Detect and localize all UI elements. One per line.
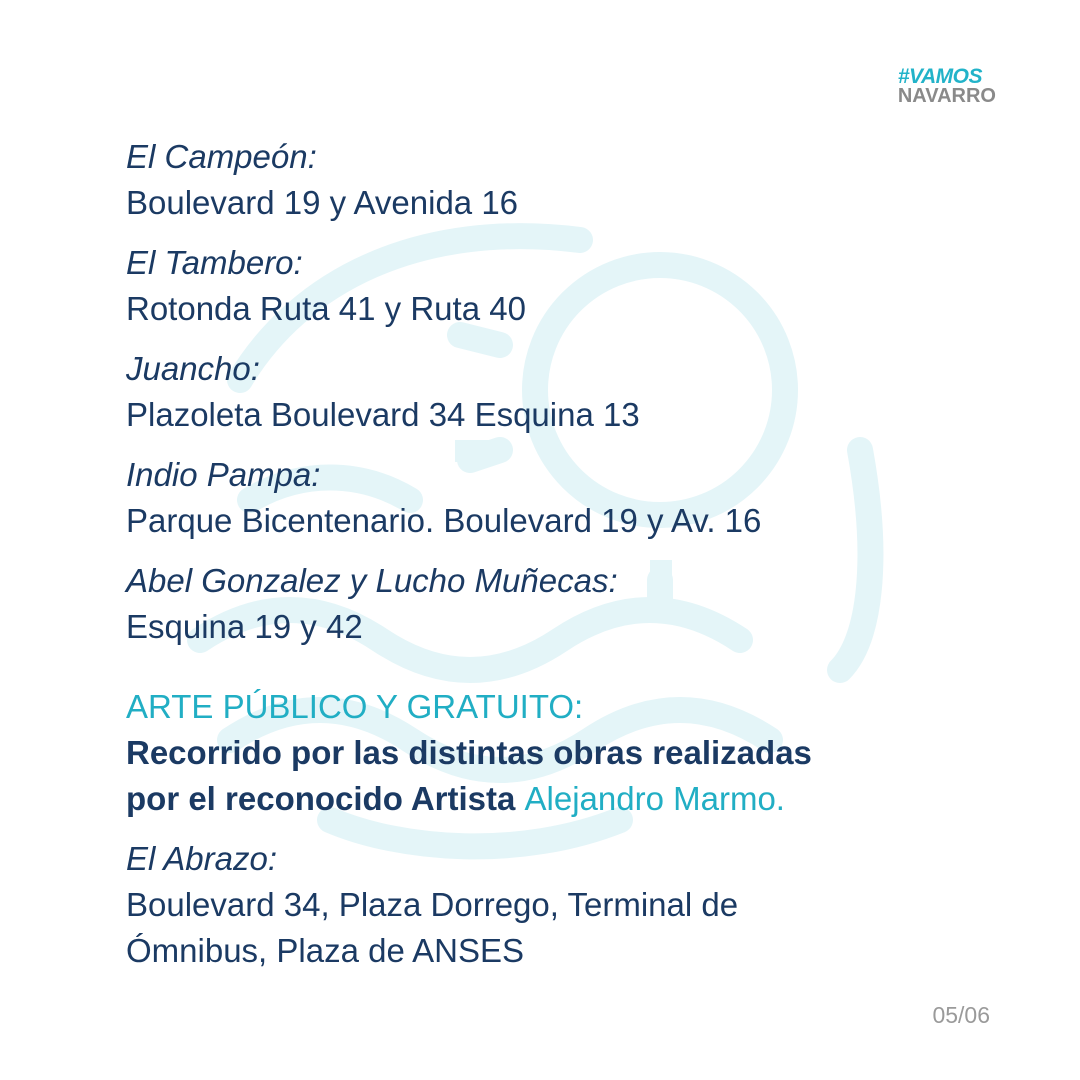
entry-address: Plazoleta Boulevard 34 Esquina 13 <box>126 396 640 433</box>
list-item <box>126 452 926 544</box>
entry-address: Boulevard 19 y Avenida 16 <box>126 184 519 221</box>
brand-hashtag: #VAMOS <box>897 65 982 88</box>
entry-name: Abel Gonzalez y Lucho Muñecas: <box>126 562 618 599</box>
list-item <box>126 240 926 332</box>
list-item <box>126 346 926 438</box>
entry-address: Parque Bicentenario. Boulevard 19 y Av. 16 <box>126 502 762 539</box>
entry-address: Rotonda Ruta 41 y Ruta 40 <box>126 290 526 327</box>
entry-address <box>126 882 926 974</box>
entry-name: El Tambero: <box>126 244 303 281</box>
page-number: 05/06 <box>932 1002 990 1028</box>
description-line-2: por el reconocido Artista <box>126 780 516 817</box>
list-item <box>126 558 926 650</box>
brand-name: NAVARRO <box>897 85 996 107</box>
entry-name: El Abrazo: <box>126 840 278 877</box>
list-item <box>126 836 926 974</box>
brand-logo <box>898 66 996 106</box>
list-item <box>126 134 926 226</box>
address-line-1: Boulevard 34, Plaza Dorrego, Terminal de <box>126 886 739 923</box>
address-line-2: Ómnibus, Plaza de ANSES <box>126 932 525 969</box>
main-content <box>126 134 926 988</box>
entry-name: Juancho: <box>126 350 260 387</box>
description-line-1: Recorrido por las distintas obras realizadas <box>126 734 812 771</box>
artist-name: Alejandro Marmo. <box>524 780 785 817</box>
public-art-section <box>126 684 926 822</box>
entry-name: Indio Pampa: <box>126 456 321 493</box>
section-heading: ARTE PÚBLICO Y GRATUITO: <box>126 688 584 725</box>
section-description <box>126 730 926 822</box>
entry-address: Esquina 19 y 42 <box>126 608 363 645</box>
entry-name: El Campeón: <box>126 138 317 175</box>
